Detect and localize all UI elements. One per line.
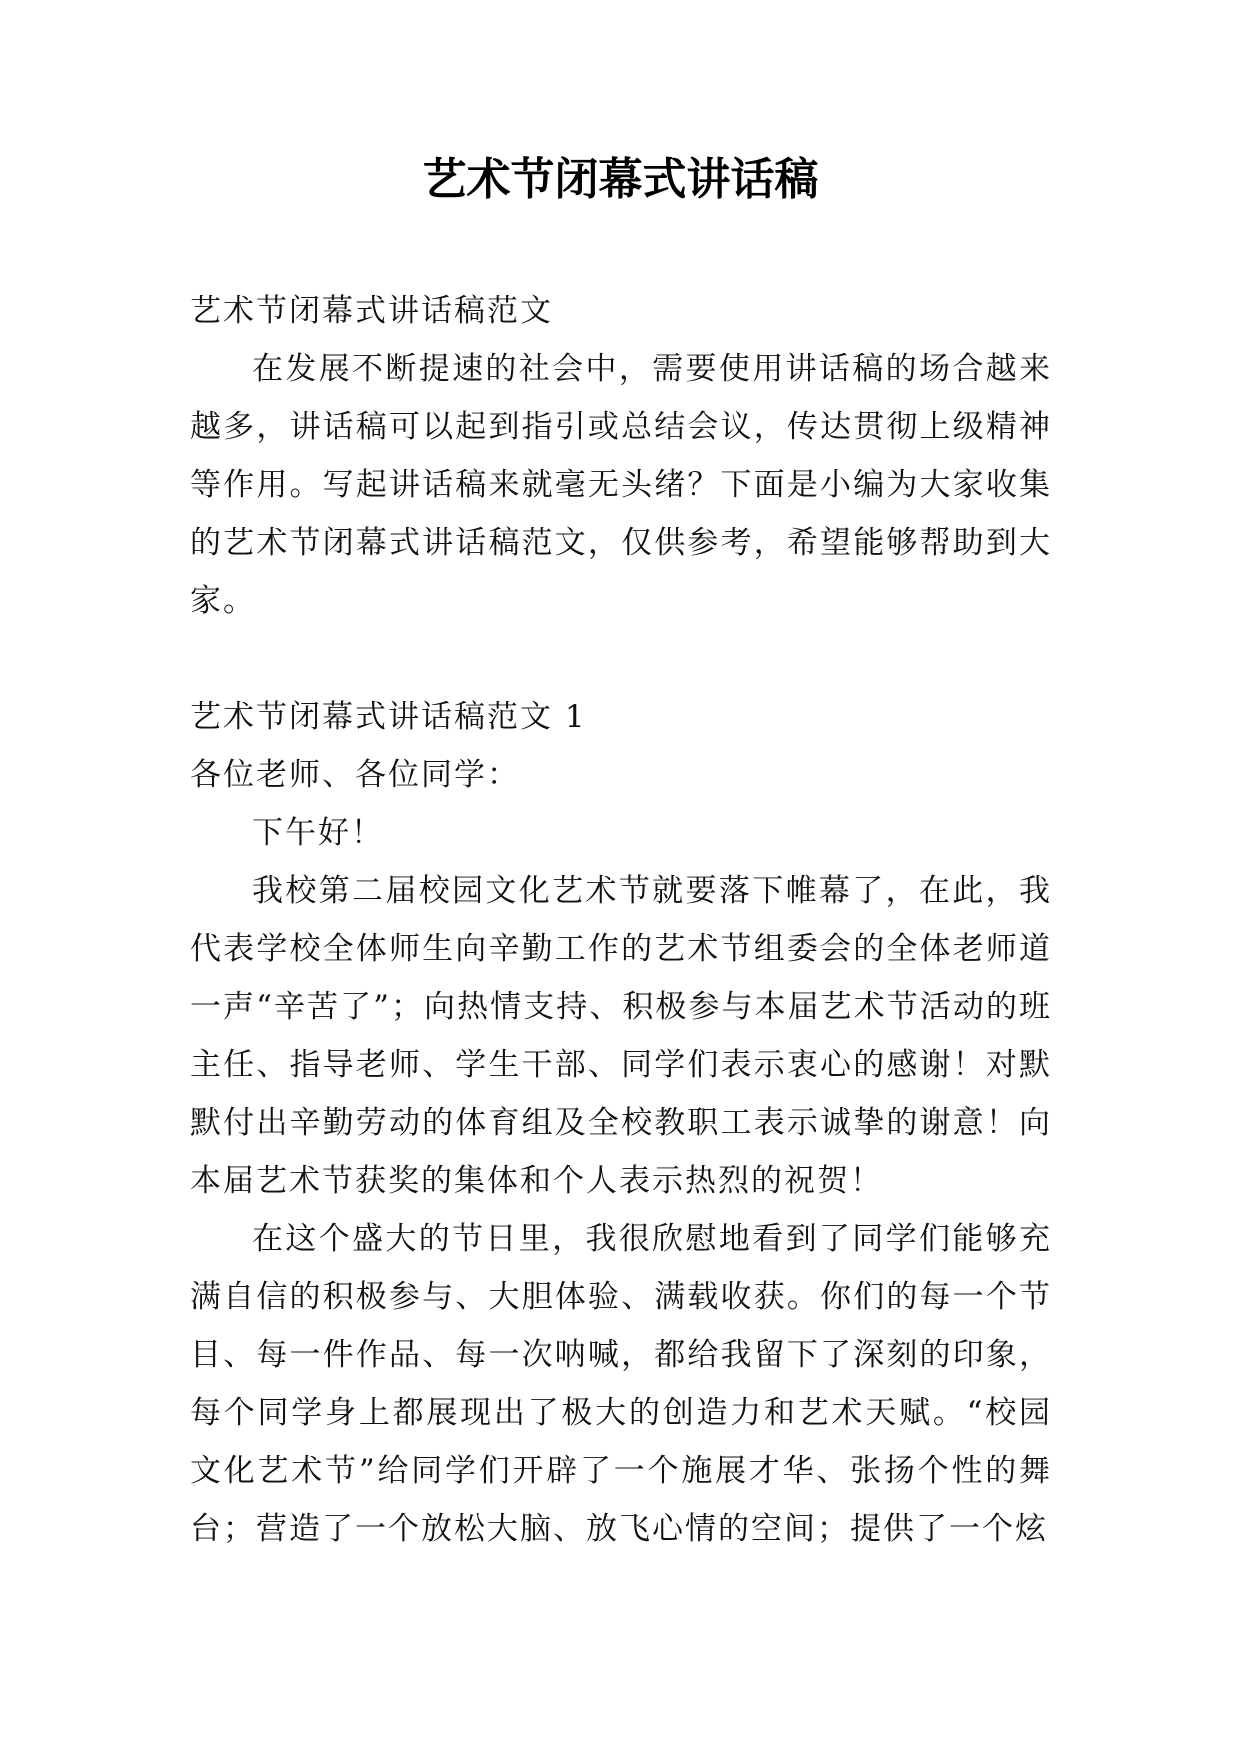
body-paragraph-2: 在这个盛大的节日里，我很欣慰地看到了同学们能够充满自信的积极参与、大胆体验、满载收获。你们的每一个节目、每一件作品、每一次呐喊，都给我留下了深刻的印象，每个同学身上都展现出了极大的创造力和艺术天赋。“校园文化艺术节”给同学们开辟了一个施展才华、张扬个性的舞台；营造了一个放松大脑、放飞心情的空间；提供了一个炫 (190, 1221, 1052, 1547)
salutation: 各位老师、各位同学： (190, 757, 520, 793)
intro-paragraph: 在发展不断提速的社会中，需要使用讲话稿的场合越来越多，讲话稿可以起到指引或总结会议，传达贯彻上级精神等作用。写起讲话稿来就毫无头绪？下面是小编为大家收集的艺术节闭幕式讲话稿范文，仅供参考，希望能够帮助到大家。 (190, 351, 1052, 619)
section-heading: 艺术节闭幕式讲话稿范文 1 (190, 699, 587, 735)
document-subtitle: 艺术节闭幕式讲话稿范文 (190, 293, 553, 329)
body-paragraph-1: 我校第二届校园文化艺术节就要落下帷幕了，在此，我代表学校全体师生向辛勤工作的艺术节组委会的全体老师道一声“辛苦了”；向热情支持、积极参与本届艺术节活动的班主任、指导老师、学生干部、同学们表示衷心的感谢！对默默付出辛勤劳动的体育组及全校教职工表示诚挚的谢意！向本届艺术节获奖的集体和个人表示热烈的祝贺！ (190, 873, 1052, 1199)
greeting: 下午好！ (252, 815, 384, 851)
document-title: 艺术节闭幕式讲话稿 (422, 154, 819, 205)
document-body (190, 282, 1052, 1558)
paragraph-spacer (190, 630, 1052, 688)
